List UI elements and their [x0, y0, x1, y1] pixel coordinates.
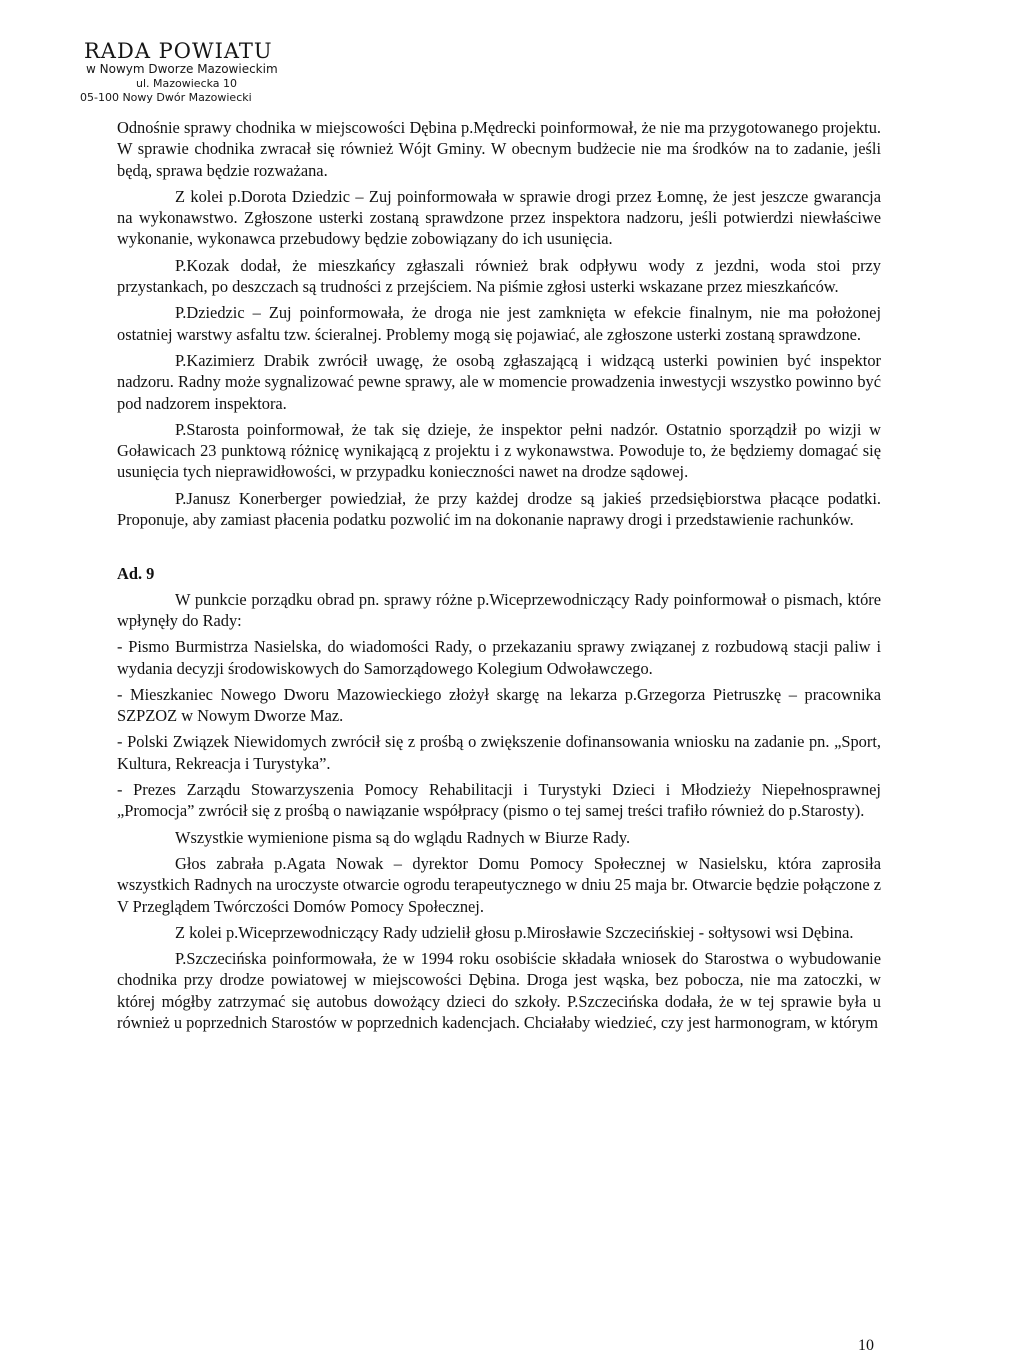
stamp-line-2: ul. Mazowiecka 10: [136, 77, 238, 90]
paragraph: P.Kozak dodał, że mieszkańcy zgłaszali również brak odpływu wody z jezdni, woda stoi przy przystankach, po deszczach są trudności z przejściem. Na piśmie zgłosi usterki wskazane przez mieszkańców.: [117, 255, 881, 297]
letter-item: - Pismo Burmistrza Nasielska, do wiadomości Rady, o przekazaniu sprawy związanej z rozbudową stacji paliw i wydania decyzji środowiskowych do Samorządowego Kolegium Odwoławczego.: [117, 637, 881, 678]
letter-item: - Polski Związek Niewidomych zwrócił się z prośbą o zwiększenie dofinansowania wniosku na zadanie pn. „Sport, Kultura, Rekreacja i Turystyka”.: [117, 732, 881, 773]
stamp-line-3: 05-100 Nowy Dwór Mazowiecki: [80, 91, 252, 104]
paragraph: Odnośnie sprawy chodnika w miejscowości Dębina p.Mędrecki poinformował, że nie ma przygotowanego projektu. W sprawie chodnika zwracał się również Wójt Gminy. W obecnym budżecie nie ma środków na to zadanie, jeśli będą, sprawa będzie rozważana.: [117, 118, 881, 180]
paragraph: P.Starosta poinformował, że tak się dzieje, że inspektor pełni nadzór. Ostatnio sporządził po wizji w Goławicach 23 punktową różnicę wynikającą z projektu i z wykonawstwa. Powoduje to, że będziemy domagać się usunięcia tych nieprawidłowości, w przypadku konieczności nawet na drodze sądowej.: [117, 419, 881, 482]
letter-item: - Mieszkaniec Nowego Dworu Mazowieckiego złożył skargę na lekarza p.Grzegorza Pietruszkę – pracownika SZPZOZ w Nowym Dworze Maz.: [117, 684, 881, 726]
section-heading: Ad. 9: [117, 564, 155, 584]
closing-paragraph: Wszystkie wymienione pisma są do wglądu Radnych w Biurze Rady.: [175, 827, 631, 847]
council-stamp: [80, 39, 278, 105]
closing-paragraph: Głos zabrała p.Agata Nowak – dyrektor Domu Pomocy Społecznej w Nasielsku, która zaprosiła wszystkich Radnych na uroczyste otwarcie ogrodu terapeutycznego w dniu 25 maja br. Otwarcie będzie połączone z V Przeglądem Twórczości Domów Pomocy Społecznej.: [117, 853, 881, 916]
page-number: 10: [858, 1337, 874, 1354]
paragraph: P.Dziedzic – Zuj poinformowała, że droga nie jest zamknięta w efekcie finalnym, nie ma położonej ostatniej warstwy asfaltu tzw. ścieralnej. Problemy mogą się pojawiać, ale zgłoszone usterki zostaną sprawdzone.: [117, 303, 881, 344]
paragraph: P.Kazimierz Drabik zwrócił uwagę, że osobą zgłaszającą i widzącą usterki powinien być inspektor nadzoru. Radny może sygnalizować pewne sprawy, ale w momencie prowadzenia inwestycji wszystko powinno być pod nadzorem inspektora.: [117, 350, 881, 413]
stamp-line-1: w Nowym Dworze Mazowieckim: [86, 62, 278, 76]
paragraph: Z kolei p.Dorota Dziedzic – Zuj poinformowała w sprawie drogi przez Łomnę, że jest jeszcze gwarancja na wykonawstwo. Zgłoszone usterki zostaną sprawdzone przez inspektora nadzoru, jeśli potwierdzi niewłaściwe wykonanie, wykonawca przebudowy będzie zobowiązany do ich usunięcia.: [117, 186, 881, 249]
section-intro: W punkcie porządku obrad pn. sprawy różne p.Wiceprzewodniczący Rady poinformował o pismach, które wpłynęły do Rady:: [117, 589, 881, 630]
letter-item: - Prezes Zarządu Stowarzyszenia Pomocy Rehabilitacji i Turystyki Dzieci i Młodzieży Niepełnosprawnej „Promocja” zwrócił się z prośbą o nawiązanie współpracy (pismo o tej samej treści trafiło również do p.Starosty).: [117, 780, 881, 821]
closing-paragraph: Z kolei p.Wiceprzewodniczący Rady udzielił głosu p.Mirosławie Szczecińskiej - sołtysowi wsi Dębina.: [175, 922, 854, 942]
document-body: [117, 117, 881, 1038]
closing-paragraph: P.Szczecińska poinformowała, że w 1994 roku osobiście składała wniosek do Starostwa o wybudowanie chodnika przy drodze powiatowej w miejscowości Dębina. Droga jest wąska, bez pobocza, nie ma zatoczki, w której mógłby zatrzymać się autobus dowożący dzieci do szkoły. P.Szczecińska dodała, że w tej sprawie była u również u poprzednich Starostów w poprzednich kadencjach. Chciałaby wiedzieć, czy jest harmonogram, w którym: [117, 949, 881, 1032]
paragraph: P.Janusz Konerberger powiedział, że przy każdej drodze są jakieś przedsiębiorstwa płacące podatki. Proponuje, aby zamiast płacenia podatku pozwolić im na dokonanie naprawy drogi i przedstawienie rachunków.: [117, 488, 881, 530]
stamp-org-name: RADA POWIATU: [84, 39, 273, 63]
